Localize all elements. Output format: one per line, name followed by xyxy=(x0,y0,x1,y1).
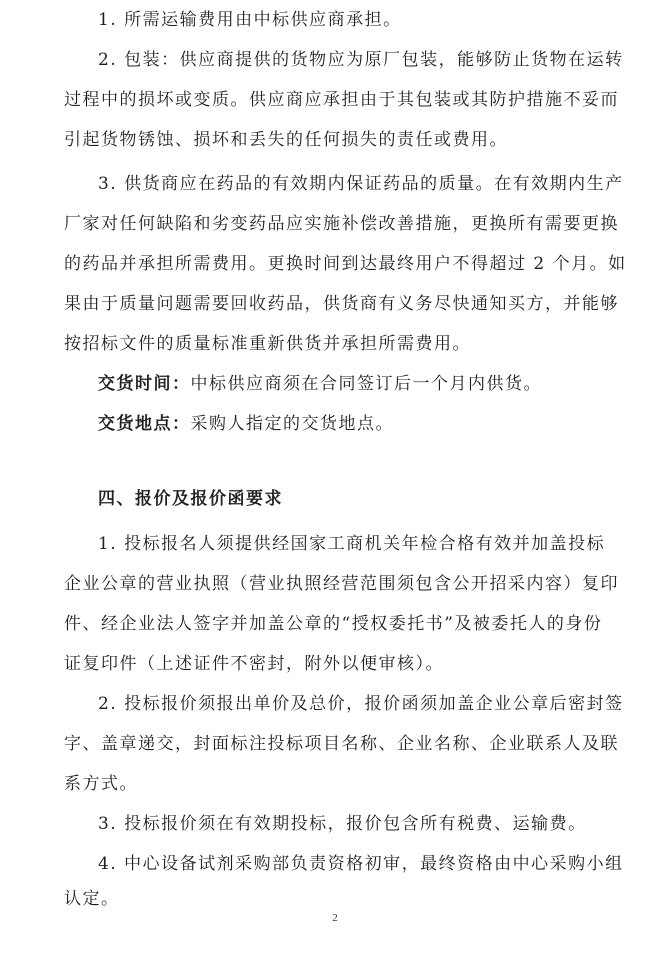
section-item-line: 证复印件（上述证件不密封，附外以便审核）。 xyxy=(64,654,444,674)
delivery-place-text: 采购人指定的交货地点。 xyxy=(190,414,394,434)
section-item-line: 件、经企业法人签字并加盖公章的“授权委托书”及被委托人的身份 xyxy=(64,614,603,634)
paragraph-packaging-line: 过程中的损坏或变质。供应商应承担由于其包装或其防护措施不妥而 xyxy=(64,90,619,110)
section-item-line: 4. 中心设备试剂采购部负责资格初审，最终资格由中心采购小组 xyxy=(98,854,624,874)
section-item-line: 1. 投标报名人须提供经国家工商机关年检合格有效并加盖投标 xyxy=(98,534,606,554)
section-item-line: 字、盖章递交，封面标注投标项目名称、企业名称、企业联系人及联 xyxy=(64,734,619,754)
delivery-place-row xyxy=(98,412,394,436)
section-item-line: 2. 投标报价须报出单价及总价，报价函须加盖企业公章后密封签 xyxy=(98,694,624,714)
section-item-line: 3. 投标报价须在有效期投标，报价包含所有税费、运输费。 xyxy=(98,814,587,834)
section-item-line: 系方式。 xyxy=(64,774,138,794)
delivery-time-label: 交货时间： xyxy=(98,374,191,394)
paragraph-quality-line: 按招标文件的质量标准重新供货并承担所需费用。 xyxy=(64,334,471,354)
paragraph-quality-line: 果由于质量问题需要回收药品，供货商有义务尽快通知买方，并能够 xyxy=(64,294,619,314)
delivery-place-label: 交货地点： xyxy=(98,414,191,434)
paragraph-quality-line: 厂家对任何缺陷和劣变药品应实施补偿改善措施，更换所有需要更换 xyxy=(64,214,619,234)
paragraph-quality-line: 的药品并承担所需费用。更换时间到达最终用户不得超过 2 个月。如 xyxy=(64,254,627,274)
section-item-line: 认定。 xyxy=(64,889,120,909)
section-item-line: 企业公章的营业执照（营业执照经营范围须包含公开招采内容）复印 xyxy=(64,574,619,594)
delivery-time-row xyxy=(98,372,542,396)
section-heading: 四、报价及报价函要求 xyxy=(98,489,283,509)
paragraph-quality-line: 3. 供货商应在药品的有效期内保证药品的质量。在有效期内生产 xyxy=(98,174,624,194)
page-number: 2 xyxy=(332,912,338,924)
paragraph-transport-cost: 1. 所需运输费用由中标供应商承担。 xyxy=(98,10,402,30)
paragraph-packaging-line: 2. 包装：供应商提供的货物应为原厂包装，能够防止货物在运转 xyxy=(98,50,624,70)
paragraph-packaging-line: 引起货物锈蚀、损坏和丢失的任何损失的责任或费用。 xyxy=(64,130,508,150)
delivery-time-text: 中标供应商须在合同签订后一个月内供货。 xyxy=(190,374,542,394)
